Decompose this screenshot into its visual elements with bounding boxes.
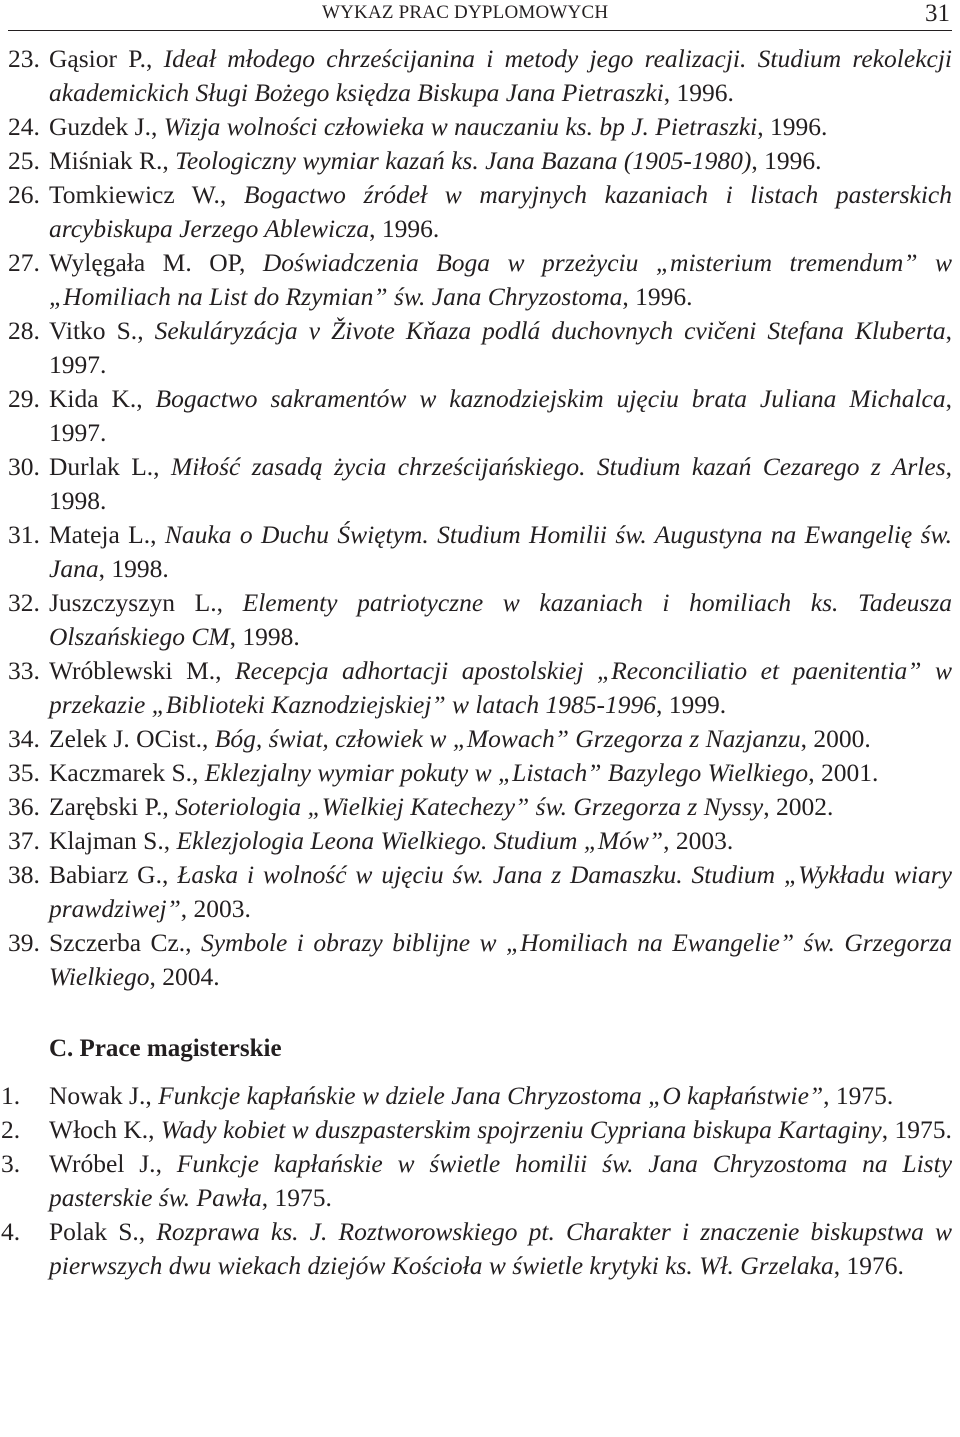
entry-title: Rozprawa ks. J. Roztworowskiego pt. Charakter i znaczenie biskupstwa w pierwszych dwu wiekach dziejów Kościoła w świetle krytyki ks. Wł. Grzelaka bbox=[49, 1217, 952, 1280]
entry-year: , 1996. bbox=[369, 214, 440, 243]
entry-title: Wizja wolności człowieka w nauczaniu ks. bp J. Pietraszki bbox=[163, 112, 758, 141]
entry-year: , 1976. bbox=[833, 1251, 904, 1280]
entry-title: Soteriologia „Wielkiej Katechezy” św. Grzegorza z Nyssy bbox=[175, 792, 764, 821]
list-item: 24. Guzdek J., Wizja wolności człowieka w nauczaniu ks. bp J. Pietraszki, 1996. bbox=[8, 110, 952, 144]
entry-number: 23. bbox=[8, 44, 40, 73]
entry-author: Włoch K. bbox=[49, 1115, 149, 1144]
entry-title: Łaska i wolność w ujęciu św. Jana z Damaszku. Studium „Wykładu wiary prawdziwej” bbox=[49, 860, 952, 923]
list-item: 32. Juszczyszyn L., Elementy patriotyczne w kazaniach i homiliach ks. Tadeusza Olszańskiego CM, 1998. bbox=[8, 588, 952, 651]
entry-year: , 2001. bbox=[808, 758, 879, 787]
entry-title: Teologiczny wymiar kazań ks. Jana Bazana (1905-1980) bbox=[175, 146, 752, 175]
entry-number: 33. bbox=[8, 656, 40, 685]
entry-number: 28. bbox=[8, 316, 40, 345]
entries-list-b bbox=[8, 42, 952, 994]
list-item: 25. Miśniak R., Teologiczny wymiar kazań ks. Jana Bazana (1905-1980), 1996. bbox=[8, 144, 952, 178]
entry-number: 39. bbox=[8, 928, 40, 957]
entry-year: , 2003. bbox=[180, 894, 251, 923]
entry-title: Eklezjalny wymiar pokuty w „Listach” Bazylego Wielkiego bbox=[204, 758, 809, 787]
entry-title: Wady kobiet w duszpasterskim spojrzeniu Cypriana biskupa Kartaginy bbox=[160, 1115, 882, 1144]
entry-year: , 1975. bbox=[261, 1183, 332, 1212]
entry-author: Kaczmarek S. bbox=[49, 758, 193, 787]
entry-number: 34. bbox=[8, 724, 40, 753]
entry-number: 25. bbox=[8, 146, 40, 175]
list-item: 30. Durlak L., Miłość zasadą życia chrześcijańskiego. Studium kazań Cezarego z Arles, 1998. bbox=[8, 452, 952, 515]
entry-title: Eklezjologia Leona Wielkiego. Studium „Mów” bbox=[176, 826, 664, 855]
list-item: 33. Wróblewski M., Recepcja adhortacji apostolskiej „Reconciliatio et paenitentia” w przekazie „Biblioteki Kaznodziejskiej” w latach 1985-1996, 1999. bbox=[8, 656, 952, 719]
entry-number: 29. bbox=[8, 384, 40, 413]
entry-number: 38. bbox=[8, 860, 40, 889]
entry-author: Wylęgała M. OP bbox=[49, 248, 239, 277]
entry-title: Funkcje kapłańskie w dziele Jana Chryzostoma „O kapłaństwie” bbox=[158, 1081, 824, 1110]
entry-title: Miłość zasadą życia chrześcijańskiego. Studium kazań Cezarego z Arles bbox=[170, 452, 946, 481]
entry-title: Bóg, świat, człowiek w „Mowach” Grzegorza z Nazjanzu bbox=[214, 724, 801, 753]
entry-number: 30. bbox=[8, 452, 40, 481]
header-rule bbox=[8, 30, 952, 31]
entry-number: 35. bbox=[8, 758, 40, 787]
entry-author: Wróblewski M. bbox=[49, 656, 216, 685]
entry-author: Szczerba Cz. bbox=[49, 928, 186, 957]
entry-title: Bogactwo sakramentów w kaznodziejskim ujęciu brata Juliana Michalca bbox=[155, 384, 946, 413]
entries-list-c bbox=[1, 1079, 953, 1283]
entry-author: Mateja L. bbox=[49, 520, 151, 549]
entry-year: , 1996. bbox=[622, 282, 693, 311]
entry-number: 32. bbox=[8, 588, 40, 617]
entry-title: Recepcja adhortacji apostolskiej „Reconciliatio et paenitentia” w przekazie „Biblioteki Kaznodziejskiej” w latach 1985-1996 bbox=[49, 656, 952, 719]
entry-year: , 1998. bbox=[98, 554, 169, 583]
entry-title: Ideał młodego chrześcijanina i metody jego realizacji. Studium rekolekcji akademickich Sługi Bożego księdza Biskupa Jana Pietraszki bbox=[49, 44, 953, 107]
entry-author: Polak S. bbox=[49, 1217, 139, 1246]
entry-year: , 2004. bbox=[149, 962, 220, 991]
list-item: 36. Zarębski P., Soteriologia „Wielkiej Katechezy” św. Grzegorza z Nyssy, 2002. bbox=[8, 790, 952, 824]
list-item: 38. Babiarz G., Łaska i wolność w ujęciu św. Jana z Damaszku. Studium „Wykładu wiary prawdziwej”, 2003. bbox=[8, 860, 952, 923]
entry-year: , 1996. bbox=[757, 112, 828, 141]
list-item: 23. Gąsior P., Ideał młodego chrześcijanina i metody jego realizacji. Studium rekolekcji akademickich Sługi Bożego księdza Biskupa Jana Pietraszki, 1996. bbox=[8, 44, 953, 107]
entry-year: , 2002. bbox=[763, 792, 834, 821]
entry-number: 27. bbox=[8, 248, 40, 277]
entry-number: 3. bbox=[1, 1149, 21, 1178]
entry-title: Doświadczenia Boga w przeżyciu „misterium tremendum” w „Homiliach na List do Rzymian” św. Jana Chryzostoma bbox=[49, 248, 953, 311]
entry-author: Gąsior P. bbox=[49, 44, 146, 73]
page-number: 31 bbox=[925, 0, 950, 27]
entry-number: 4. bbox=[1, 1217, 21, 1246]
entry-author: Guzdek J. bbox=[49, 112, 151, 141]
section-heading: C. Prace magisterskie bbox=[49, 1035, 282, 1062]
entry-title: Nauka o Duchu Świętym. Studium Homilii św. Augustyna na Ewangelię św. Jana bbox=[49, 520, 953, 583]
entry-number: 2. bbox=[1, 1115, 21, 1144]
entry-title: Bogactwo źródeł w maryjnych kazaniach i listach pasterskich arcybiskupa Jerzego Ablewicza bbox=[49, 180, 953, 243]
list-item: 31. Mateja L., Nauka o Duchu Świętym. Studium Homilii św. Augustyna na Ewangelię św. Jana, 1998. bbox=[8, 520, 953, 583]
entry-year: , 1997. bbox=[49, 384, 952, 447]
list-item: 3. Wróbel J., Funkcje kapłańskie w świetle homilii św. Jana Chryzostoma na Listy pasterskie św. Pawła, 1975. bbox=[1, 1149, 953, 1212]
entry-number: 31. bbox=[8, 520, 40, 549]
entry-author: Klajman S. bbox=[49, 826, 164, 855]
entry-year: , 1975. bbox=[881, 1115, 952, 1144]
entry-year: , 2003. bbox=[663, 826, 734, 855]
list-item: 35. Kaczmarek S., Eklezjalny wymiar pokuty w „Listach” Bazylego Wielkiego, 2001. bbox=[8, 756, 952, 790]
entry-year: , 1998. bbox=[49, 452, 952, 515]
entry-author: Durlak L. bbox=[49, 452, 154, 481]
list-item: 37. Klajman S., Eklezjologia Leona Wielkiego. Studium „Mów”, 2003. bbox=[8, 824, 952, 858]
list-item: 29. Kida K., Bogactwo sakramentów w kaznodziejskim ujęciu brata Juliana Michalca, 1997. bbox=[8, 384, 952, 447]
entry-number: 36. bbox=[8, 792, 40, 821]
entry-title: Sekuláryzácja v Živote Kňaza podlá duchovnych cvičeni Stefana Kluberta bbox=[154, 316, 946, 345]
entry-author: Kida K. bbox=[49, 384, 137, 413]
entry-year: , 1975. bbox=[823, 1081, 894, 1110]
entry-author: Nowak J. bbox=[49, 1081, 146, 1110]
list-item: 34. Zelek J. OCist., Bóg, świat, człowiek w „Mowach” Grzegorza z Nazjanzu, 2000. bbox=[8, 722, 952, 756]
entry-number: 24. bbox=[8, 112, 40, 141]
entry-year: , 2000. bbox=[800, 724, 871, 753]
entry-number: 1. bbox=[1, 1081, 21, 1110]
entry-year: , 1999. bbox=[656, 690, 727, 719]
entry-author: Babiarz G. bbox=[49, 860, 162, 889]
list-item: 1. Nowak J., Funkcje kapłańskie w dziele Jana Chryzostoma „O kapłaństwie”, 1975. bbox=[8, 1079, 952, 1113]
entry-number: 26. bbox=[8, 180, 40, 209]
entry-author: Tomkiewicz W. bbox=[49, 180, 220, 209]
entry-author: Wróbel J. bbox=[49, 1149, 156, 1178]
entry-author: Vitko S. bbox=[49, 316, 138, 345]
entry-number: 37. bbox=[8, 826, 40, 855]
list-item: 28. Vitko S., Sekuláryzácja v Živote Kňaza podlá duchovnych cvičeni Stefana Kluberta, 1997. bbox=[8, 316, 953, 379]
entry-year: , 1996. bbox=[663, 78, 734, 107]
list-item: 27. Wylęgała M. OP, Doświadczenia Boga w przeżyciu „misterium tremendum” w „Homiliach na List do Rzymian” św. Jana Chryzostoma, 1996. bbox=[8, 248, 953, 311]
running-title: WYKAZ PRAC DYPLOMOWYCH bbox=[322, 2, 609, 23]
entry-title: Elementy patriotyczne w kazaniach i homiliach ks. Tadeusza Olszańskiego CM bbox=[49, 588, 952, 651]
page-content bbox=[1, 42, 953, 1283]
entry-author: Miśniak R. bbox=[49, 146, 163, 175]
entry-author: Zarębski P. bbox=[49, 792, 163, 821]
entry-title: Symbole i obrazy biblijne w „Homiliach na Ewangelie” św. Grzegorza Wielkiego bbox=[49, 928, 952, 991]
entry-author: Zelek J. OCist. bbox=[49, 724, 202, 753]
list-item: 39. Szczerba Cz., Symbole i obrazy biblijne w „Homiliach na Ewangelie” św. Grzegorza Wielkiego, 2004. bbox=[8, 928, 952, 991]
entry-author: Juszczyszyn L. bbox=[49, 588, 217, 617]
entry-title: Funkcje kapłańskie w świetle homilii św. Jana Chryzostoma na Listy pasterskie św. Pawła bbox=[49, 1149, 953, 1212]
entry-year: , 1998. bbox=[229, 622, 300, 651]
list-item: 26. Tomkiewicz W., Bogactwo źródeł w maryjnych kazaniach i listach pasterskich arcybiskupa Jerzego Ablewicza, 1996. bbox=[8, 180, 953, 243]
entry-year: , 1996. bbox=[751, 146, 822, 175]
page-header bbox=[0, 0, 960, 32]
list-item: 4. Polak S., Rozprawa ks. J. Roztworowskiego pt. Charakter i znaczenie biskupstwa w pierwszych dwu wiekach dziejów Kościoła w świetle krytyki ks. Wł. Grzelaka, 1976. bbox=[1, 1217, 952, 1280]
entry-year: , 1997. bbox=[49, 316, 953, 379]
list-item: 2. Włoch K., Wady kobiet w duszpasterskim spojrzeniu Cypriana biskupa Kartaginy, 1975. bbox=[8, 1113, 952, 1147]
